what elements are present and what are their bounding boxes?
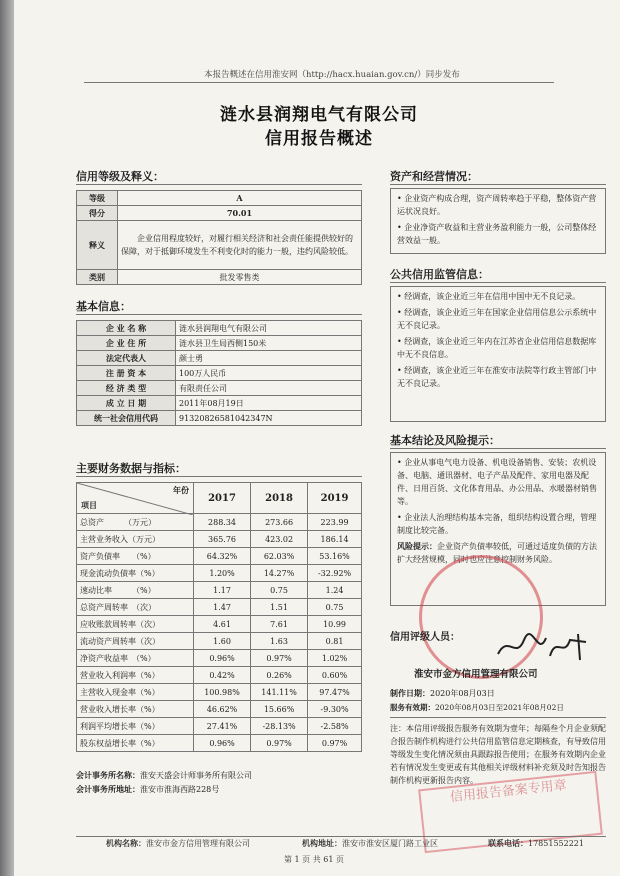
finance-cell: 365.76 (194, 531, 251, 548)
finance-corner (77, 483, 194, 514)
finance-item: 利润平均增长率（%） (77, 718, 194, 735)
audit-addr: 淮安市淮海西路228号 (140, 785, 220, 794)
basic-label: 注 册 资 本 (77, 366, 176, 381)
finance-cell: 423.02 (251, 531, 308, 548)
conclusion-rule (390, 448, 606, 449)
supervision-item-text: 经调查，该企业近三年在信用中国中无不良记录。 (404, 292, 581, 301)
footer-phone-label: 联系电话： (488, 838, 528, 848)
meaning-text: 企业信用程度较好，对履行相关经济和社会责任能提供较好的保障，对于抵御环境发生不利变化时的能力一般，违约风险较低。 (118, 221, 362, 270)
risk-text: 企业资产负债率较低，可通过适度负债的方法扩大经营规模，同时也应注意控制财务风险。 (397, 542, 597, 564)
finance-cell: 0.97% (308, 735, 362, 752)
finance-row (77, 701, 362, 718)
finance-cell: 0.26% (251, 667, 308, 684)
audit-firm: 淮安天盛会计师事务所有限公司 (140, 771, 252, 780)
publish-note: 本报告概述在信用淮安网（http://hacx.huaian.gov.cn/）同步发布 (204, 70, 460, 80)
rating-rule (76, 184, 362, 185)
finance-item: 应收账款周转率（次） (77, 616, 194, 633)
basic-section-title: 基本信息： (76, 300, 131, 313)
filing-stamp: 信用报告备案专用章 (418, 771, 603, 853)
supervision-rule (390, 282, 606, 283)
basic-value: 涟水县卫生局西侧150米 (176, 336, 362, 351)
assets-rule (390, 184, 606, 185)
rating-section-title: 信用等级及释义： (76, 170, 164, 183)
supervision-section-title: 公共信用监管信息： (390, 268, 489, 281)
finance-cell: 4.61 (194, 616, 251, 633)
service-period: 2020年08月03日至2021年08月02日 (435, 703, 564, 712)
finance-item: 股东权益增长率（%） (77, 735, 194, 752)
finance-cell: 7.61 (251, 616, 308, 633)
finance-cell: 1.60 (194, 633, 251, 650)
finance-cell: 1.17 (194, 582, 251, 599)
basic-value: 2011年08月19日 (176, 396, 362, 411)
service-period-line (390, 702, 564, 713)
report-title: 信用报告概述 (265, 129, 373, 149)
page-shadow-edge (0, 0, 14, 876)
finance-item: 总资产周转率 （次） (77, 599, 194, 616)
footer-org-line (106, 838, 250, 849)
basic-label: 企 业 住 所 (77, 336, 176, 351)
supervision-box (390, 286, 606, 422)
basic-label: 经 济 类 型 (77, 381, 176, 396)
finance-cell: 0.96% (194, 735, 251, 752)
finance-cell: 1.63 (251, 633, 308, 650)
finance-row (77, 718, 362, 735)
finance-cell: 1.24 (308, 582, 362, 599)
year-header: 2019 (308, 483, 362, 514)
assets-box (390, 188, 606, 254)
finance-cell: 0.97% (251, 735, 308, 752)
finance-row (77, 531, 362, 548)
supervision-item: • 经调查，该企业近三年在信用中国中无不良记录。 (397, 292, 581, 301)
finance-cell: 46.62% (194, 701, 251, 718)
finance-cell: 62.03% (251, 548, 308, 565)
risk-label: 风险提示： (397, 541, 437, 551)
grade-value: A (118, 191, 362, 206)
supervision-item: • 经调查，该企业近三年在淮安市法院等行政主管部门中无不良记录。 (397, 366, 597, 388)
finance-item: 资产负债率 （%） (77, 548, 194, 565)
finance-section-title: 主要财务数据与指标： (76, 462, 186, 475)
footer-org: 淮安市金方信用管理有限公司 (146, 839, 250, 848)
footer-addr: 淮安市淮安区厦门路工业区 (342, 839, 438, 848)
finance-item: 总资产 （万元） (77, 514, 194, 531)
finance-cell: 1.51 (251, 599, 308, 616)
audit-firm-line (76, 770, 252, 781)
finance-cell: 0.75 (251, 582, 308, 599)
finance-cell: 14.27% (251, 565, 308, 582)
finance-cell: 0.81 (308, 633, 362, 650)
assets-section-title: 资产和经营情况： (390, 170, 478, 183)
page-number: 第 1 页 共 61 页 (284, 855, 344, 864)
basic-label: 成 立 日 期 (77, 396, 176, 411)
finance-cell: 0.42% (194, 667, 251, 684)
category-label: 类别 (77, 270, 118, 285)
supervision-item: • 经调查，该企业近三年在国家企业信用信息公示系统中无不良记录。 (397, 308, 597, 330)
finance-cell: 288.34 (194, 514, 251, 531)
finance-row (77, 616, 362, 633)
assets-item: • 企业净资产收益和主营业务盈利能力一般，公司整体经营效益一般。 (397, 223, 597, 245)
conclusion-item: • 企业从事电气电力设备、机电设备销售、安装；农机设备、电脑、通讯器材、电子产品及配件、家用电器及配件、日用百货、文化体育用品、办公用品、水暖器材销售等。 (397, 458, 597, 506)
made-date: 2020年08月03日 (430, 689, 495, 698)
service-label: 服务有效期： (390, 703, 435, 712)
finance-cell: 0.97% (251, 650, 308, 667)
basic-value: 91320826581042347N (176, 411, 362, 426)
finance-item: 速动比率 （%） (77, 582, 194, 599)
finance-table (76, 482, 362, 752)
finance-row (77, 514, 362, 531)
finance-cell: 15.66% (251, 701, 308, 718)
corner-item: 项目 (81, 500, 97, 510)
footer-phone-line (488, 838, 584, 849)
footer-rule (76, 836, 606, 837)
finance-row (77, 582, 362, 599)
finance-cell: -2.58% (308, 718, 362, 735)
basic-value: 颜士勇 (176, 351, 362, 366)
basic-value: 100万人民币 (176, 366, 362, 381)
made-date-line (390, 688, 495, 699)
supervision-item-text: 经调查，该企业近三年在淮安市法院等行政主管部门中无不良记录。 (397, 366, 597, 388)
finance-cell: 1.02% (308, 650, 362, 667)
footer-phone: 17851552221 (528, 839, 584, 848)
footer-addr-line (302, 838, 438, 849)
signature-image (494, 630, 594, 664)
rater-org: 淮安市金方信用管理有限公司 (414, 669, 538, 680)
assets-item-text: 企业净资产收益和主营业务盈利能力一般，公司整体经营效益一般。 (397, 223, 597, 245)
finance-cell: 10.99 (308, 616, 362, 633)
finance-row (77, 650, 362, 667)
finance-cell: 273.66 (251, 514, 308, 531)
basic-label: 企 业 名 称 (77, 321, 176, 336)
meaning-label: 释义 (77, 221, 118, 270)
audit-addr-line (76, 784, 219, 795)
category-value: 批发零售类 (118, 270, 362, 285)
notice-rule (390, 717, 606, 718)
report-page (14, 0, 620, 876)
finance-cell: -28.13% (251, 718, 308, 735)
basic-info-table (76, 320, 362, 426)
finance-cell: 53.16% (308, 548, 362, 565)
header-rule (84, 82, 554, 83)
finance-row (77, 599, 362, 616)
finance-cell: 64.32% (194, 548, 251, 565)
footer-org-label: 机构名称： (106, 838, 146, 848)
supervision-item-text: 经调查，该企业近三年在国家企业信用信息公示系统中无不良记录。 (397, 308, 597, 330)
made-label: 制作日期： (390, 688, 430, 698)
finance-cell: 0.96% (194, 650, 251, 667)
finance-cell: 1.47 (194, 599, 251, 616)
basic-value: 涟水县润翔电气有限公司 (176, 321, 362, 336)
basic-label: 法定代表人 (77, 351, 176, 366)
finance-cell: 223.99 (308, 514, 362, 531)
finance-cell: 141.11% (251, 684, 308, 701)
finance-cell: 27.41% (194, 718, 251, 735)
finance-item: 现金流动负债率（%） (77, 565, 194, 582)
corner-year: 年份 (173, 485, 189, 495)
basic-value: 有限责任公司 (176, 381, 362, 396)
grade-label: 等级 (77, 191, 118, 206)
finance-cell: 186.14 (308, 531, 362, 548)
conclusion-item: • 企业法人治理结构基本完备，组织结构设置合理，管理制度比较完备。 (397, 513, 597, 535)
basic-label: 统一社会信用代码 (77, 411, 176, 426)
finance-item: 流动资产周转率（次） (77, 633, 194, 650)
finance-item: 营业收入增长率（%） (77, 701, 194, 718)
finance-row (77, 684, 362, 701)
rating-table (76, 190, 362, 285)
conclusion-item-text: 企业从事电气电力设备、机电设备销售、安装；农机设备、电脑、通讯器材、电子产品及配件、家用电器及配件、日用百货、文化体育用品、办公用品、水暖器材销售等。 (397, 458, 597, 506)
supervision-item: • 经调查，该企业近三年内在江苏省企业信用信息数据库中无不良信息。 (397, 337, 597, 359)
assets-item: • 企业资产构成合理，资产周转率趋于平稳，整体资产营运状况良好。 (397, 194, 597, 216)
finance-row (77, 548, 362, 565)
score-label: 得分 (77, 206, 118, 221)
finance-cell: 0.75 (308, 599, 362, 616)
notice-text: 注：本信用评级报告服务有效期为壹年；每隔叁个月企业须配合报告制作机构进行公共信用监管信息定期核查，有导致信用等级发生变化情况须由具跟踪报告使用；在服务有效期内企业若有情况发生变更或有其他相关评级材料补充须及时告知报告制作机构更新报告内容。 (390, 724, 606, 785)
finance-item: 净资产收益率 （%） (77, 650, 194, 667)
assets-item-text: 企业资产构成合理，资产周转率趋于平稳，整体资产营运状况良好。 (397, 194, 597, 216)
finance-cell: -9.30% (308, 701, 362, 718)
finance-cell: 1.20% (194, 565, 251, 582)
finance-cell: 0.60% (308, 667, 362, 684)
basic-rule (76, 314, 362, 315)
audit-firm-label: 会计事务所名称： (76, 770, 140, 780)
conclusion-section-title: 基本结论及风险提示： (390, 434, 500, 447)
finance-row (77, 633, 362, 650)
finance-row (77, 565, 362, 582)
finance-item: 营业收入利润率（%） (77, 667, 194, 684)
rater-label: 信用评级人员： (390, 632, 460, 643)
finance-row (77, 667, 362, 684)
finance-row (77, 735, 362, 752)
audit-addr-label: 会计事务所地址： (76, 784, 140, 794)
finance-item: 主营收入现金率（%） (77, 684, 194, 701)
finance-cell: -32.92% (308, 565, 362, 582)
company-title: 涟水县润翔电气有限公司 (220, 105, 418, 125)
finance-rule (76, 476, 362, 477)
year-header: 2018 (251, 483, 308, 514)
finance-cell: 100.98% (194, 684, 251, 701)
year-header: 2017 (194, 483, 251, 514)
supervision-item-text: 经调查，该企业近三年内在江苏省企业信用信息数据库中无不良信息。 (397, 337, 597, 359)
footer-addr-label: 机构地址： (302, 838, 342, 848)
finance-item: 主营业务收入（万元） (77, 531, 194, 548)
finance-cell: 97.47% (308, 684, 362, 701)
conclusion-item-text: 企业法人治理结构基本完备，组织结构设置合理，管理制度比较完备。 (397, 513, 597, 535)
score-value: 70.01 (118, 206, 362, 221)
